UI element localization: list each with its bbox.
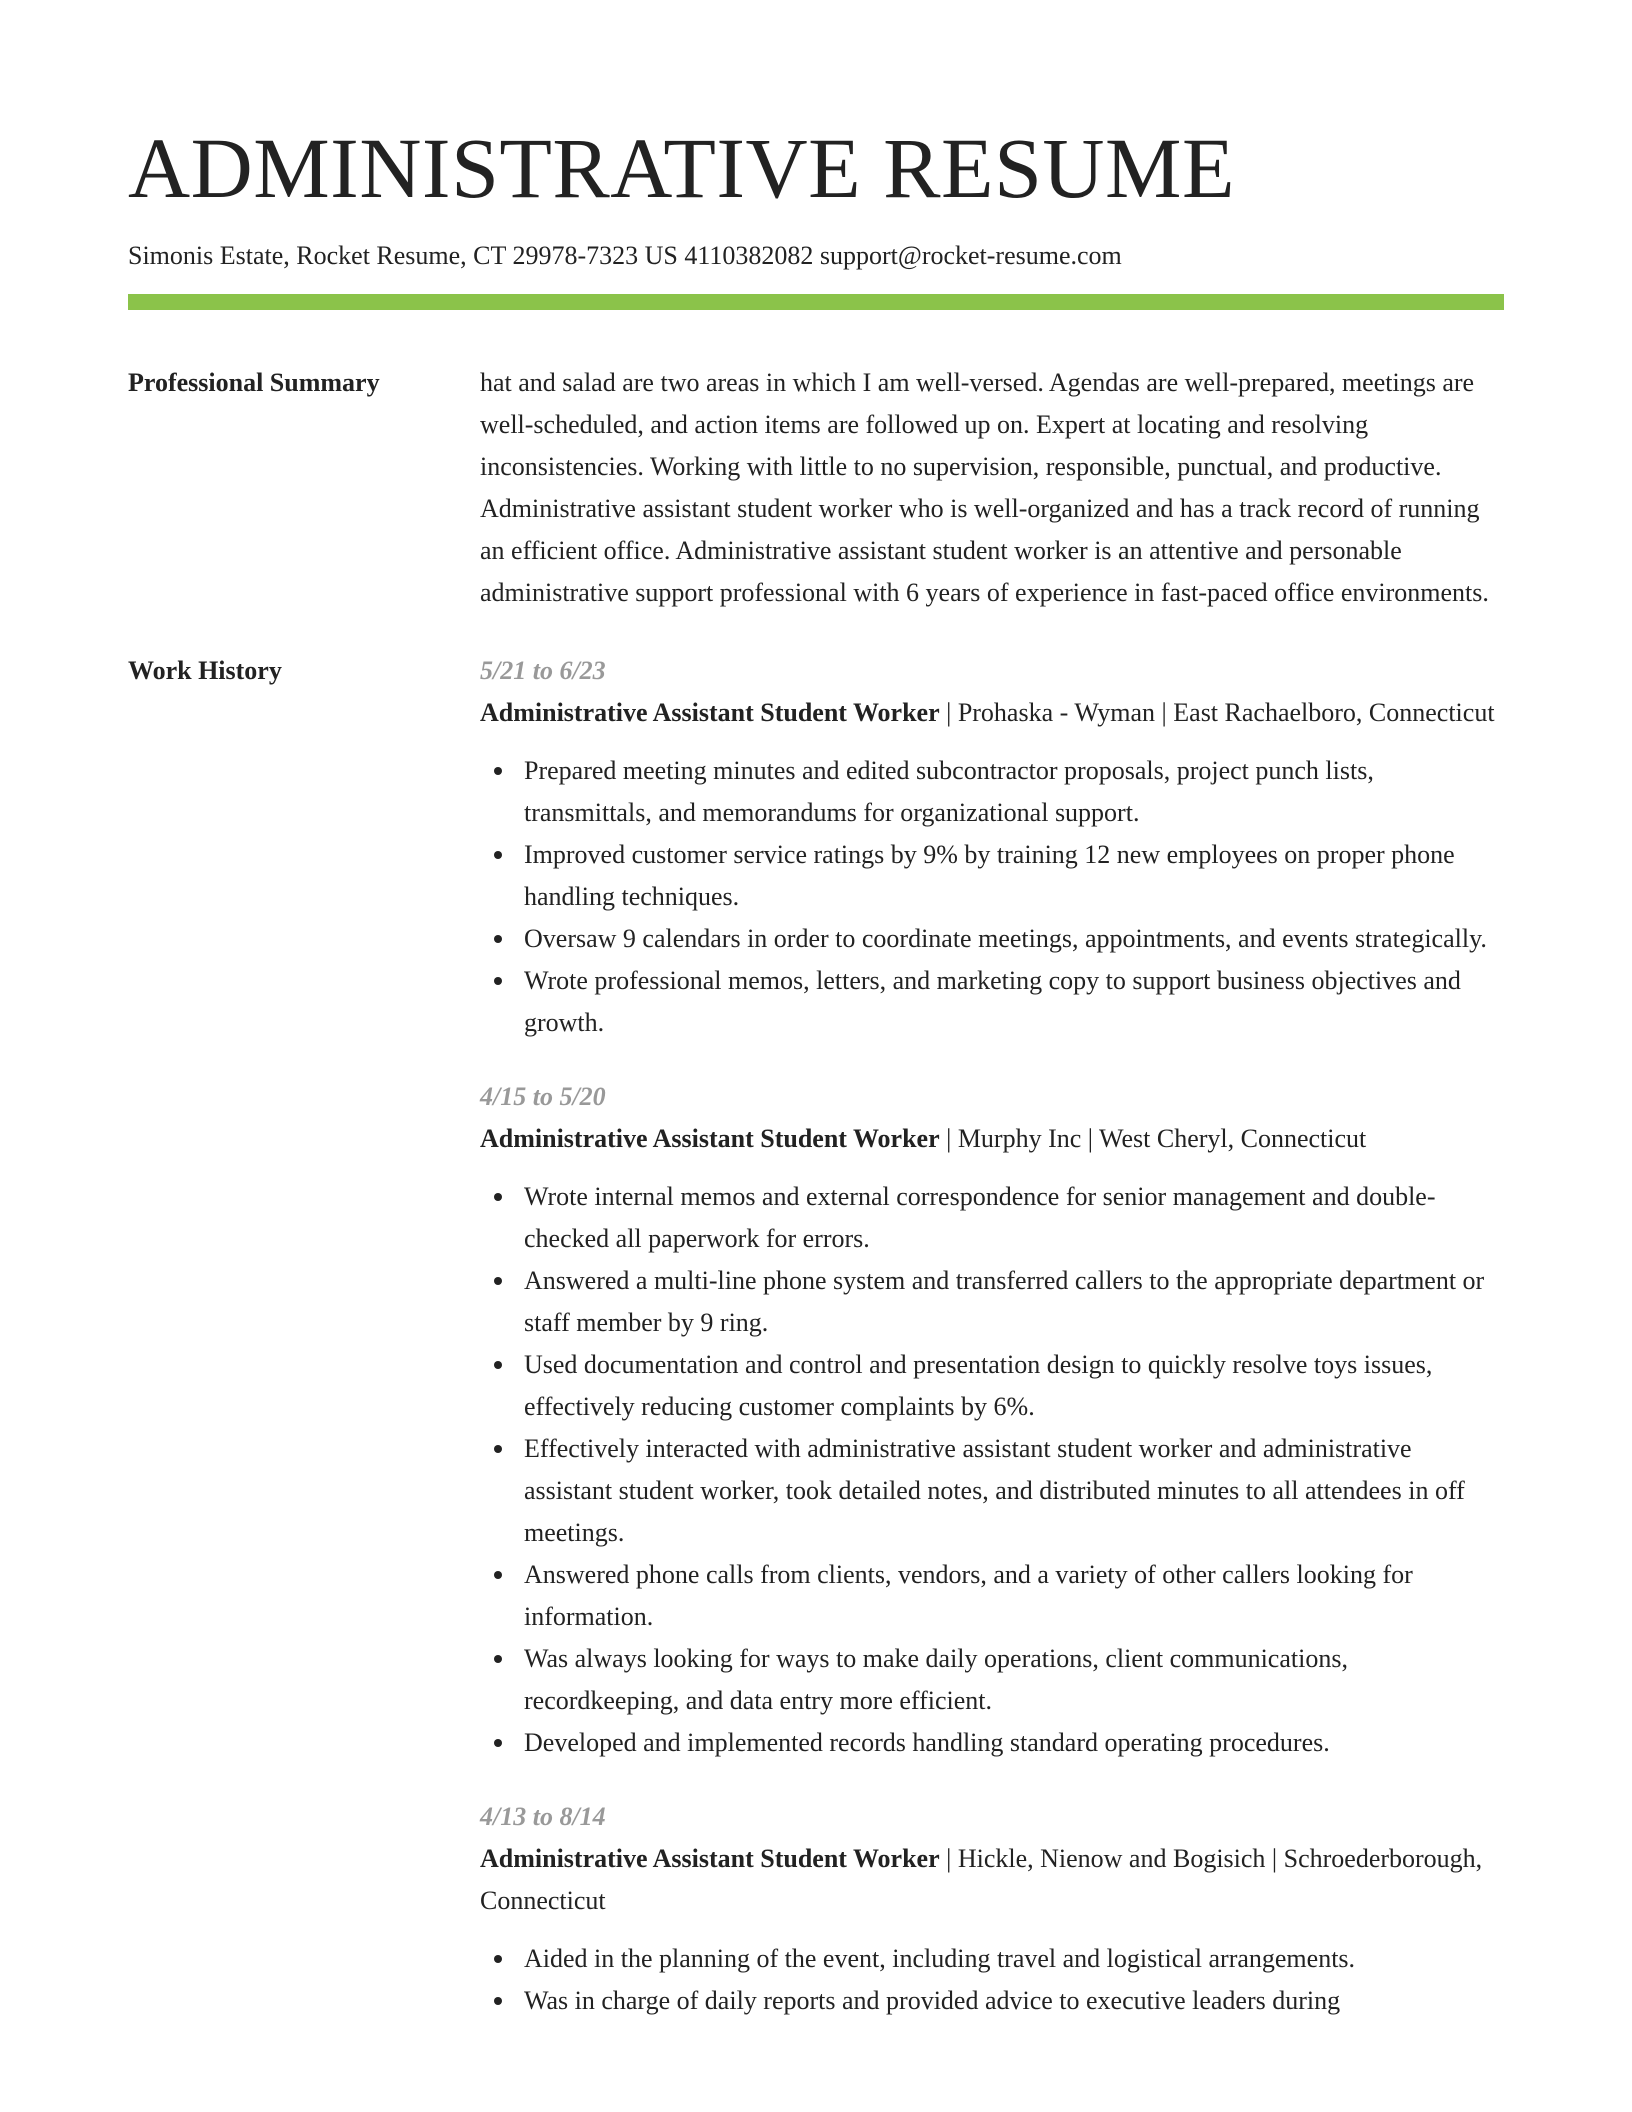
job-bullet: [480, 1176, 1504, 1260]
bullet-dot-icon: [494, 767, 502, 775]
bullet-dot-icon: [494, 1997, 502, 2005]
job-bullet-list: [480, 750, 1504, 1044]
bullet-dot-icon: [494, 1445, 502, 1453]
resume-title: ADMINISTRATIVE RESUME: [128, 120, 1235, 216]
job-bullet-text: Was always looking for ways to make daily operations, client communications, recordkeeping, and data entry more efficient.: [524, 1644, 1348, 1715]
bullet-dot-icon: [494, 851, 502, 859]
job-bullet: [480, 750, 1504, 834]
job-list: [480, 650, 1504, 2054]
job-heading: [480, 1838, 1504, 1922]
bullet-dot-icon: [494, 1193, 502, 1201]
job-bullet-text: Improved customer service ratings by 9% by training 12 new employees on proper phone handling techniques.: [524, 840, 1455, 911]
job-bullet-text: Answered a multi-line phone system and transferred callers to the appropriate department or staff member by 9 ring.: [524, 1266, 1485, 1337]
job-dates: 5/21 to 6/23: [480, 656, 606, 685]
job-bullet-text: Developed and implemented records handling standard operating procedures.: [524, 1728, 1330, 1757]
bullet-dot-icon: [494, 1571, 502, 1579]
bullet-dot-icon: [494, 1739, 502, 1747]
job-bullet-text: Aided in the planning of the event, including travel and logistical arrangements.: [524, 1944, 1356, 1973]
work-history-section: [128, 650, 1504, 2054]
section-label-work-history: Work History: [128, 656, 282, 685]
bullet-dot-icon: [494, 977, 502, 985]
job-heading: [480, 1118, 1504, 1160]
job-bullet: [480, 1554, 1504, 1638]
job-bullet-text: Effectively interacted with administrative assistant student worker and administrative assistant student worker, took detailed notes, and distributed minutes to all attendees in off meetings.: [524, 1434, 1465, 1547]
job-bullet-text: Wrote internal memos and external correspondence for senior management and double-checked all paperwork for errors.: [524, 1182, 1436, 1253]
bullet-dot-icon: [494, 1361, 502, 1369]
professional-summary-section: [128, 362, 1504, 614]
resume-page: [128, 0, 1504, 2054]
job-bullet-list: [480, 1176, 1504, 1764]
bullet-dot-icon: [494, 1277, 502, 1285]
job-entry: [480, 650, 1504, 1044]
job-bullet-text: Answered phone calls from clients, vendors, and a variety of other callers looking for information.: [524, 1560, 1413, 1631]
job-bullet-list: [480, 1938, 1504, 2022]
job-employer-location: | Prohaska - Wyman | East Rachaelboro, Connecticut: [939, 698, 1495, 727]
contact-line: Simonis Estate, Rocket Resume, CT 29978-7323 US 4110382082 support@rocket-resume.com: [128, 241, 1122, 270]
job-title: Administrative Assistant Student Worker: [480, 1844, 940, 1873]
job-bullet: [480, 1260, 1504, 1344]
job-entry: [480, 1796, 1504, 2022]
job-bullet: [480, 1344, 1504, 1428]
job-bullet: [480, 1980, 1504, 2022]
job-bullet: [480, 834, 1504, 918]
job-employer-location: | Murphy Inc | West Cheryl, Connecticut: [939, 1124, 1367, 1153]
job-bullet-text: Was in charge of daily reports and provided advice to executive leaders during: [524, 1986, 1341, 2015]
job-bullet: [480, 1428, 1504, 1554]
job-heading: [480, 692, 1504, 734]
job-dates: 4/15 to 5/20: [480, 1082, 606, 1111]
job-bullet-text: Used documentation and control and presentation design to quickly resolve toys issues, effectively reducing customer complaints by 6%.: [524, 1350, 1433, 1421]
job-bullet-text: Oversaw 9 calendars in order to coordinate meetings, appointments, and events strategically.: [524, 924, 1487, 953]
job-bullet: [480, 1722, 1504, 1764]
bullet-dot-icon: [494, 935, 502, 943]
job-dates: 4/13 to 8/14: [480, 1802, 606, 1831]
job-entry: [480, 1076, 1504, 1764]
section-label-professional-summary: Professional Summary: [128, 368, 380, 397]
accent-divider: [128, 294, 1504, 310]
job-bullet: [480, 960, 1504, 1044]
summary-text: hat and salad are two areas in which I am well-versed. Agendas are well-prepared, meetings are well-scheduled, and action items are followed up on. Expert at locating and resolving inconsistencies. Working with little to no supervision, responsible, punctual, and productive. Administrative assistant student worker who is well-organized and has a track record of running an efficient office. Administrative assistant student worker is an attentive and personable administrative support professional with 6 years of experience in fast-paced office environments.: [480, 368, 1489, 607]
job-title: Administrative Assistant Student Worker: [480, 1124, 940, 1153]
job-bullet-text: Wrote professional memos, letters, and marketing copy to support business objectives and growth.: [524, 966, 1461, 1037]
job-bullet: [480, 1638, 1504, 1722]
bullet-dot-icon: [494, 1955, 502, 1963]
job-employer-location: | Hickle, Nienow and Bogisich | Schroederborough, Connecticut: [480, 1844, 1483, 1915]
bullet-dot-icon: [494, 1655, 502, 1663]
job-title: Administrative Assistant Student Worker: [480, 698, 940, 727]
job-bullet-text: Prepared meeting minutes and edited subcontractor proposals, project punch lists, transmittals, and memorandums for organizational support.: [524, 756, 1374, 827]
job-bullet: [480, 918, 1504, 960]
job-bullet: [480, 1938, 1504, 1980]
